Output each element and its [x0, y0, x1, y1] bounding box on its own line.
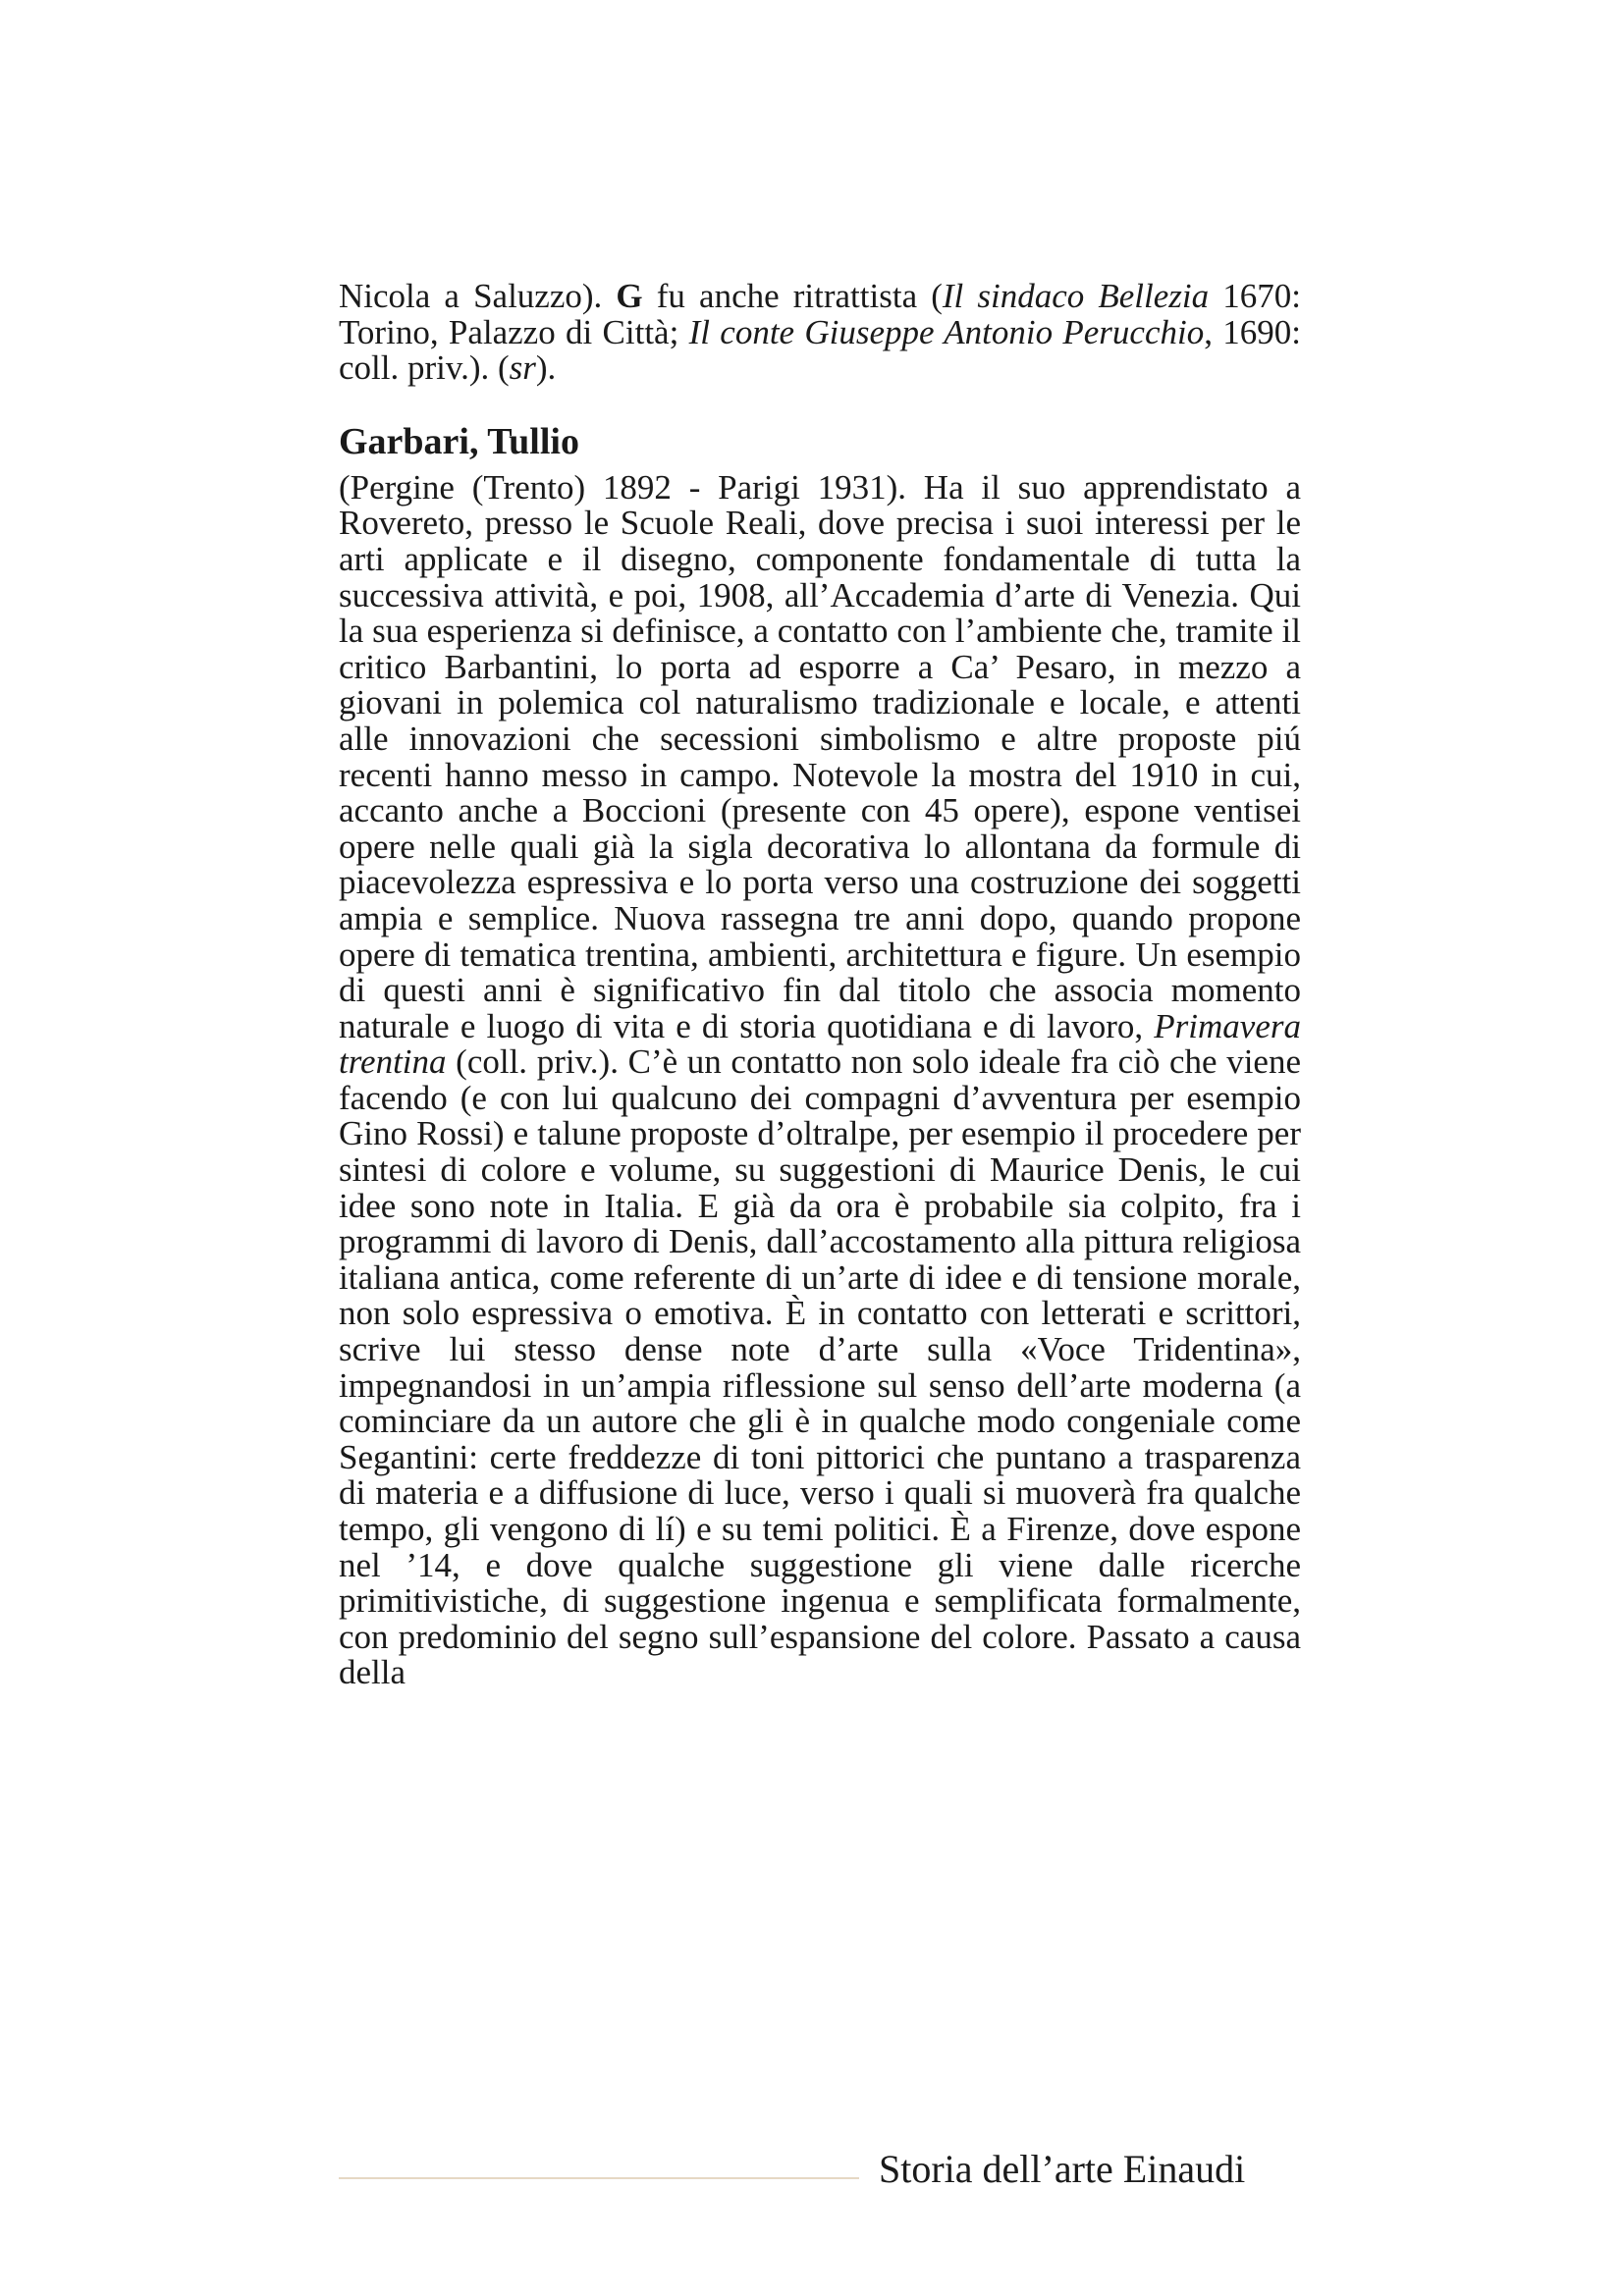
entry-body: [339, 467, 1301, 1692]
page-footer: [0, 2140, 1623, 2199]
entry-body-text-1: (Pergine (Trento) 1892 - Parigi 1931). Ha il suo apprendistato a Rovereto, presso le Scuole Reali, dove precisa i suoi interessi per le arti applicate e il disegno, componente fondamentale di tutta la successiva attività, e poi, 1908, all’Accademia d’arte di Venezia. Qui la sua esperienza si definisce, a contatto con l’ambiente che, tramite il critico Barbantini, lo porta ad esporre a Ca’ Pesaro, in mezzo a giovani in polemica col naturalismo tradizionale e locale, e attenti alle innovazioni che secessioni simbolismo e altre proposte piú recenti hanno messo in campo. Notevole la mostra del 1910 in cui, accanto anche a Boccioni (presente con 45 opere), espone ventisei opere nelle quali già la sigla decorativa lo allontana da formule di piacevolezza espressiva e lo porta verso una costruzione dei soggetti ampia e semplice. Nuova rassegna tre anni dopo, quando propone opere di tematica trentina, ambienti, architettura e figure. Un esempio di questi anni è significativo fin dal titolo che associa momento naturale e luogo di vita e di storia quotidiana e di lavoro,: [339, 467, 1301, 1045]
entry-body-text-2: (coll. priv.). C’è un contatto non solo ideale fra ciò che viene facendo (e con lui qualcuno dei compagni d’avventura per esempio Gino Rossi) e talune proposte d’oltralpe, per esempio il procedere per sintesi di colore e volume, su suggestioni di Maurice Denis, le cui idee sono note in Italia. E già da ora è probabile sia colpito, fra i programmi di lavoro di Denis, dall’accostamento alla pittura religiosa italiana antica, come referente di un’arte di idee e di tensione morale, non solo espressiva o emotiva. È in contatto con letterati e scrittori, scrive lui stesso dense note d’arte sulla «Voce Tridentina», impegnandosi in un’ampia riflessione sul senso dell’arte moderna (a cominciare da un autore che gli è in qualche modo congeniale come Segantini: certe freddezze di toni pittorici che puntano a trasparenza di materia e a diffusione di luce, verso i quali si muoverà fra qualche tempo, gli vengono di lí) e su temi politici. È a Firenze, dove espone nel ’14, e dove qualche suggestione gli viene dalle ricerche primitivistiche, di suggestione ingenua e semplificata formalmente, con predominio del segno sull’espansione del colore. Passato a causa della: [339, 1042, 1301, 1692]
intro-title-bellezia: Il sindaco Bellezia: [942, 277, 1210, 315]
intro-title-perucchio: Il conte Giuseppe Antonio Perucchio: [688, 312, 1205, 351]
intro-author-initials: sr: [509, 348, 536, 388]
intro-initial: G: [616, 277, 643, 315]
footer-rule: [339, 2177, 859, 2179]
intro-text-5: ).: [535, 348, 557, 388]
intro-text-4: , 1690: coll. priv.). (: [339, 312, 1301, 388]
page-content: [339, 279, 1301, 1691]
entry-title-primavera: Primavera trentina: [339, 1006, 1301, 1082]
intro-text-3: 1670: Torino, Palazzo di Città;: [339, 277, 1301, 351]
entry-heading: Garbari, Tullio: [339, 420, 579, 462]
footer-title: Storia dell’arte Einaudi: [879, 2147, 1246, 2191]
intro-paragraph: [339, 279, 1301, 387]
intro-text-1: Nicola a Saluzzo).: [339, 277, 617, 315]
intro-text-2: fu anche ritrattista (: [642, 277, 943, 315]
